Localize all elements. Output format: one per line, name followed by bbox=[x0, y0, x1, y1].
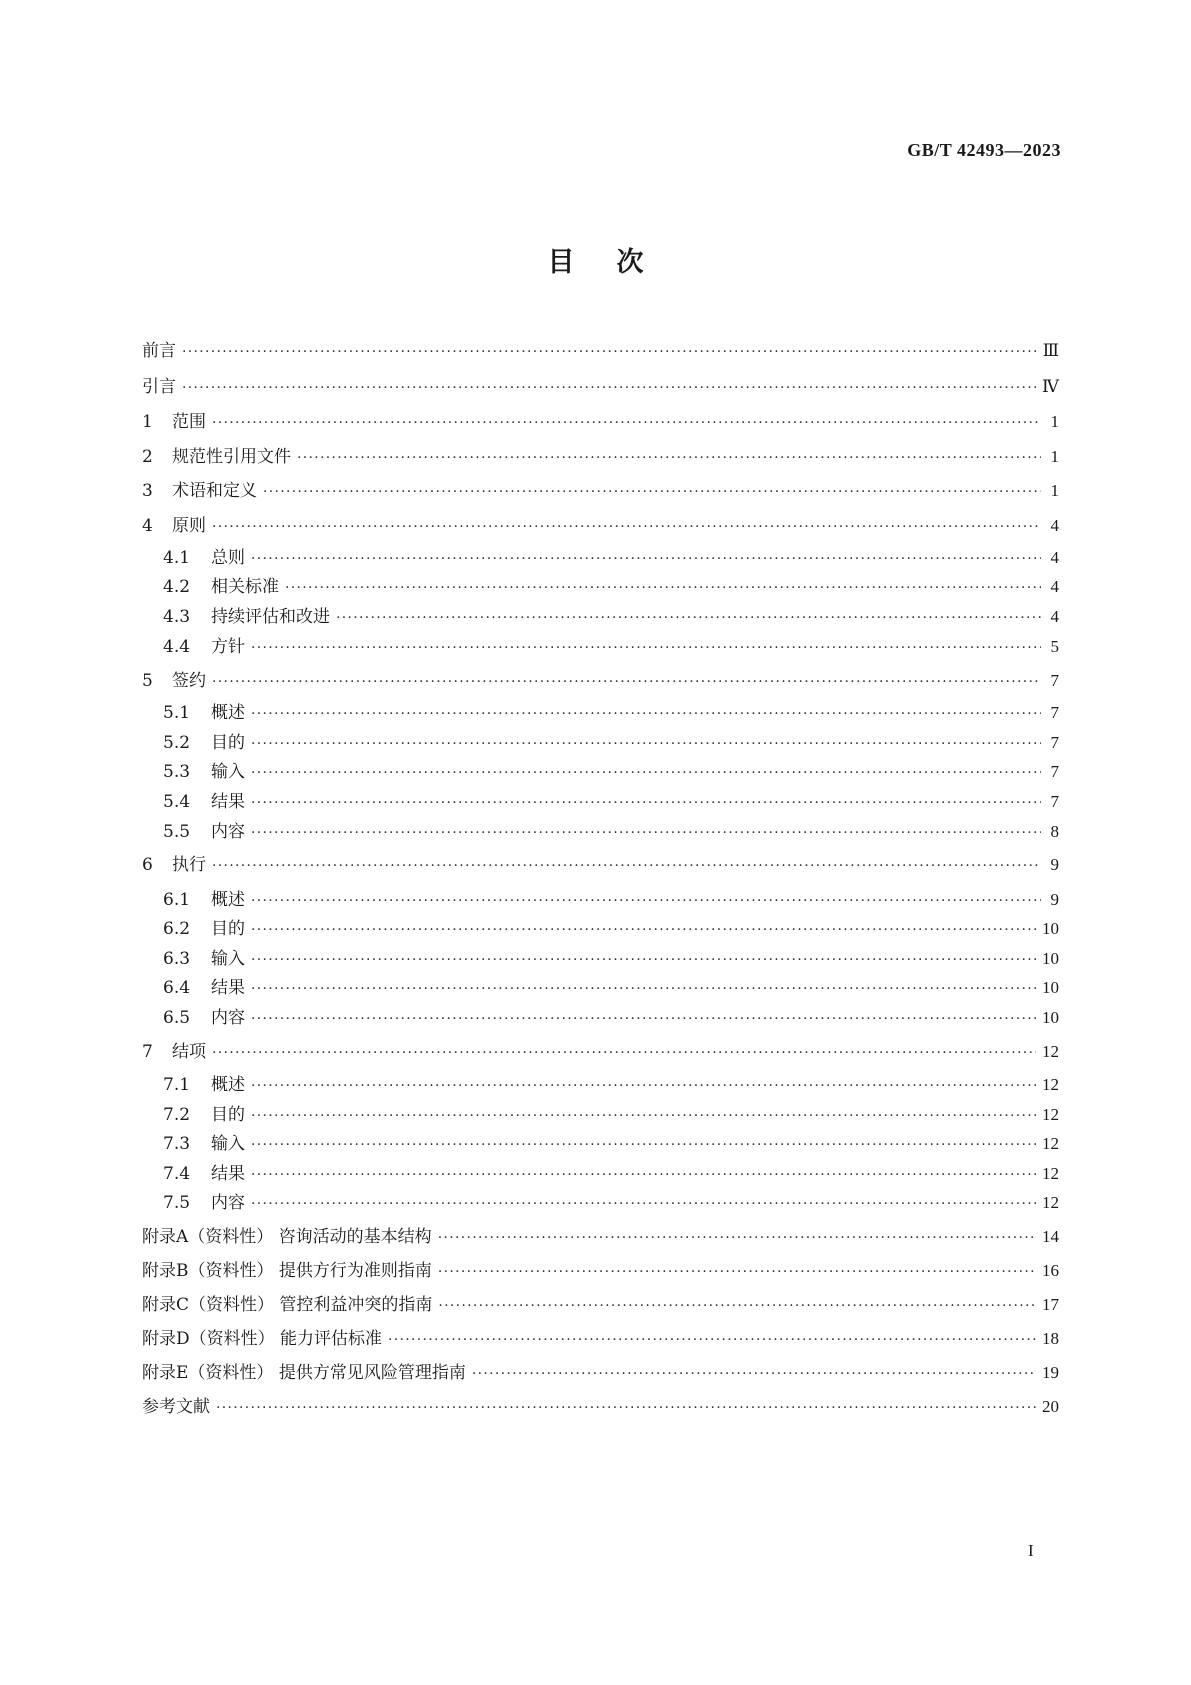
toc-entry-page: 7 bbox=[1050, 733, 1059, 752]
toc-entry[interactable] bbox=[142, 1358, 1059, 1384]
toc-entry-number: 4.3 bbox=[163, 607, 191, 627]
toc-entry-title: 附录B（资料性） 提供方行为准则指南 bbox=[142, 1261, 432, 1281]
toc-entry-page: 12 bbox=[1042, 1042, 1059, 1061]
toc-entry-page: 10 bbox=[1042, 949, 1059, 968]
toc-entry-label bbox=[142, 944, 245, 969]
toc-entry-page: Ⅳ bbox=[1042, 377, 1059, 396]
toc-leader-dots bbox=[297, 450, 1041, 466]
toc-entry[interactable] bbox=[142, 728, 1059, 754]
toc-entry-page: 14 bbox=[1042, 1227, 1059, 1246]
toc-leader-dots bbox=[216, 1400, 1036, 1416]
toc-entry[interactable] bbox=[142, 1100, 1059, 1126]
toc-entry[interactable] bbox=[142, 407, 1059, 433]
toc-entry-title: 持续评估和改进 bbox=[211, 607, 330, 627]
toc-entry-label bbox=[142, 572, 279, 597]
toc-entry[interactable] bbox=[142, 572, 1059, 598]
toc-entry-title: 参考文献 bbox=[142, 1397, 210, 1417]
toc-leader-dots bbox=[251, 952, 1036, 968]
toc-entry-number: 6.5 bbox=[163, 1008, 191, 1028]
toc-leader-dots bbox=[251, 922, 1036, 938]
toc-entry[interactable] bbox=[142, 1003, 1059, 1029]
toc-leader-dots bbox=[438, 1230, 1036, 1246]
toc-entry-page: 10 bbox=[1042, 919, 1059, 938]
toc-entry-title: 目的 bbox=[211, 733, 245, 753]
toc-entry-title: 输入 bbox=[211, 949, 245, 969]
toc-entry-title: 概述 bbox=[211, 890, 245, 910]
toc-leader-dots bbox=[251, 640, 1041, 656]
toc-leader-dots bbox=[251, 1137, 1036, 1153]
toc-entry-label bbox=[142, 850, 206, 875]
toc-entry[interactable] bbox=[142, 1037, 1059, 1063]
toc-entry-number: 7.5 bbox=[163, 1193, 191, 1213]
toc-entry[interactable] bbox=[142, 476, 1059, 502]
toc-entry-title: 术语和定义 bbox=[172, 481, 257, 501]
toc-entry-title: 方针 bbox=[211, 637, 245, 657]
toc-entry-label bbox=[142, 885, 245, 910]
toc-entry-page: 1 bbox=[1050, 481, 1059, 500]
toc-leader-dots bbox=[251, 765, 1041, 781]
toc-leader-dots bbox=[182, 380, 1036, 396]
toc-entry-title: 范围 bbox=[172, 412, 206, 432]
toc-entry-label bbox=[142, 476, 257, 501]
toc-entry[interactable] bbox=[142, 944, 1059, 970]
toc-entry-label bbox=[142, 407, 206, 432]
toc-entry-page: 7 bbox=[1050, 762, 1059, 781]
toc-entry-page: 12 bbox=[1042, 1193, 1059, 1212]
toc-entry-number: 5.1 bbox=[163, 703, 191, 723]
toc-leader-dots bbox=[251, 706, 1041, 722]
toc-entry[interactable] bbox=[142, 757, 1059, 783]
toc-entry-label bbox=[142, 1100, 245, 1125]
toc-entry-title: 输入 bbox=[211, 762, 245, 782]
toc-entry-label bbox=[142, 1070, 245, 1095]
toc-entry-number: 4.2 bbox=[163, 577, 191, 597]
toc-entry-page: 7 bbox=[1050, 703, 1059, 722]
toc-entry-page: 12 bbox=[1042, 1105, 1059, 1124]
toc-entry-title: 附录E（资料性） 提供方常见风险管理指南 bbox=[142, 1363, 466, 1383]
toc-entry-page: 12 bbox=[1042, 1164, 1059, 1183]
toc-entry-label bbox=[142, 442, 291, 467]
toc-entry-page: 7 bbox=[1050, 671, 1059, 690]
toc-leader-dots bbox=[251, 1011, 1036, 1027]
toc-entry-number: 7.1 bbox=[163, 1075, 191, 1095]
toc-leader-dots bbox=[251, 795, 1041, 811]
toc-entry[interactable] bbox=[142, 543, 1059, 569]
standard-number: GB/T 42493—2023 bbox=[907, 140, 1061, 160]
toc-entry-title: 结项 bbox=[172, 1042, 206, 1062]
toc-entry-number: 6.4 bbox=[163, 978, 191, 998]
toc-entry-number: 7.2 bbox=[163, 1105, 191, 1125]
toc-entry-page: 8 bbox=[1050, 822, 1059, 841]
toc-leader-dots bbox=[212, 674, 1041, 690]
toc-entry-page: 7 bbox=[1050, 792, 1059, 811]
toc-entry-number: 7.4 bbox=[163, 1164, 191, 1184]
toc-entry-label bbox=[142, 914, 245, 939]
toc-entry[interactable] bbox=[142, 1256, 1059, 1282]
toc-entry-label bbox=[142, 1392, 210, 1417]
toc-entry-label bbox=[142, 336, 176, 361]
toc-entry-page: 4 bbox=[1050, 607, 1059, 626]
toc-entry[interactable] bbox=[142, 973, 1059, 999]
toc-entry-title: 附录D（资料性） 能力评估标准 bbox=[142, 1329, 383, 1349]
toc-leader-dots bbox=[182, 344, 1037, 360]
toc-entry[interactable] bbox=[142, 885, 1059, 911]
toc-leader-dots bbox=[251, 825, 1041, 841]
toc-entry-number: 5.5 bbox=[163, 822, 191, 842]
toc-entry-page: 20 bbox=[1042, 1397, 1059, 1416]
toc-entry-number: 5.2 bbox=[163, 733, 191, 753]
toc-leader-dots bbox=[336, 610, 1041, 626]
toc-entry-number: 4 bbox=[142, 516, 153, 536]
toc-entry[interactable] bbox=[142, 1222, 1059, 1248]
toc-entry-number: 4.4 bbox=[163, 637, 191, 657]
toc-entry-page: 10 bbox=[1042, 978, 1059, 997]
toc-entry-title: 相关标准 bbox=[211, 577, 279, 597]
toc-entry-title: 内容 bbox=[211, 1008, 245, 1028]
toc-entry-number: 7 bbox=[142, 1042, 153, 1062]
toc-entry[interactable] bbox=[142, 1290, 1059, 1316]
toc-entry-label bbox=[142, 543, 245, 568]
toc-entry[interactable] bbox=[142, 1129, 1059, 1155]
toc-leader-dots bbox=[472, 1366, 1036, 1382]
toc-entry-page: 1 bbox=[1050, 447, 1059, 466]
toc-entry-label bbox=[142, 1324, 382, 1349]
toc-leader-dots bbox=[388, 1332, 1036, 1348]
toc-entry-label bbox=[142, 728, 245, 753]
toc-entry-title: 目的 bbox=[211, 919, 245, 939]
toc-entry-page: 17 bbox=[1042, 1295, 1059, 1314]
toc-entry-label bbox=[142, 1159, 245, 1184]
toc-entry[interactable] bbox=[142, 336, 1059, 362]
toc-entry-label bbox=[142, 1222, 432, 1247]
toc-leader-dots bbox=[251, 1078, 1036, 1094]
toc-entry[interactable] bbox=[142, 632, 1059, 658]
page-title: 目次 bbox=[547, 247, 686, 278]
toc-entry-page: 4 bbox=[1050, 577, 1059, 596]
toc-entry[interactable] bbox=[142, 1392, 1059, 1418]
toc-entry-page: 16 bbox=[1042, 1261, 1059, 1280]
toc-entry-label bbox=[142, 817, 245, 842]
toc-entry-page: 19 bbox=[1042, 1363, 1059, 1382]
toc-entry[interactable] bbox=[142, 602, 1059, 628]
toc-entry-number: 4.1 bbox=[163, 548, 191, 568]
toc-entry-title: 签约 bbox=[172, 671, 206, 691]
toc-leader-dots bbox=[251, 551, 1041, 567]
toc-entry-title: 目的 bbox=[211, 1105, 245, 1125]
toc-entry-label bbox=[142, 511, 206, 536]
toc-entry-page: 9 bbox=[1050, 855, 1059, 874]
toc-entry-label bbox=[142, 1290, 432, 1315]
toc-leader-dots bbox=[212, 519, 1041, 535]
toc-entry-page: 12 bbox=[1042, 1134, 1059, 1153]
toc-entry-label bbox=[142, 632, 245, 657]
toc-entry-page: 4 bbox=[1050, 516, 1059, 535]
toc-entry-title: 前言 bbox=[142, 341, 176, 361]
toc-entry-title: 概述 bbox=[211, 1075, 245, 1095]
toc-entry[interactable] bbox=[142, 698, 1059, 724]
toc-entry-label bbox=[142, 1188, 245, 1213]
toc-entry-label bbox=[142, 602, 330, 627]
toc-entry-title: 附录A（资料性） 咨询活动的基本结构 bbox=[142, 1227, 432, 1247]
toc-entry[interactable] bbox=[142, 442, 1059, 468]
toc-entry-label bbox=[142, 1003, 245, 1028]
toc-entry-title: 结果 bbox=[211, 792, 245, 812]
toc-entry-label bbox=[142, 1358, 466, 1383]
toc-entry-title: 结果 bbox=[211, 978, 245, 998]
toc-leader-dots bbox=[251, 1196, 1036, 1212]
toc-entry-title: 内容 bbox=[211, 1193, 245, 1213]
toc-entry-number: 5.4 bbox=[163, 792, 191, 812]
toc-entry-title: 总则 bbox=[211, 548, 245, 568]
toc-entry-label bbox=[142, 1129, 245, 1154]
toc-entry-label bbox=[142, 1256, 432, 1281]
toc-entry-page: 4 bbox=[1050, 548, 1059, 567]
toc-entry-title: 附录C（资料性） 管控利益冲突的指南 bbox=[142, 1295, 433, 1315]
toc-entry-page: 12 bbox=[1042, 1075, 1059, 1094]
toc-entry-number: 1 bbox=[142, 412, 153, 432]
toc-leader-dots bbox=[212, 415, 1041, 431]
toc-entry[interactable] bbox=[142, 1324, 1059, 1350]
toc-entry-page: Ⅲ bbox=[1042, 341, 1059, 360]
toc-leader-dots bbox=[251, 981, 1036, 997]
toc-leader-dots bbox=[285, 580, 1041, 596]
toc-entry[interactable] bbox=[142, 1159, 1059, 1185]
toc-entry-label bbox=[142, 787, 245, 812]
toc-entry-title: 执行 bbox=[172, 855, 206, 875]
footer-page-number: I bbox=[1028, 1541, 1034, 1560]
toc-entry-page: 18 bbox=[1042, 1329, 1059, 1348]
toc-entry-title: 规范性引用文件 bbox=[172, 447, 291, 467]
toc-entry-number: 3 bbox=[142, 481, 153, 501]
toc-entry-title: 输入 bbox=[211, 1134, 245, 1154]
toc-entry-label bbox=[142, 973, 245, 998]
toc-entry-number: 6.2 bbox=[163, 919, 191, 939]
toc-entry-page: 1 bbox=[1050, 412, 1059, 431]
toc-leader-dots bbox=[212, 1045, 1036, 1061]
toc-entry-title: 内容 bbox=[211, 822, 245, 842]
toc-entry-number: 5 bbox=[142, 671, 153, 691]
toc-entry-number: 7.3 bbox=[163, 1134, 191, 1154]
toc-entry[interactable] bbox=[142, 511, 1059, 537]
toc-leader-dots bbox=[263, 484, 1041, 500]
toc-entry[interactable] bbox=[142, 1188, 1059, 1214]
toc-entry-label bbox=[142, 698, 245, 723]
toc-entry[interactable] bbox=[142, 372, 1059, 398]
toc-leader-dots bbox=[438, 1264, 1036, 1280]
toc-leader-dots bbox=[251, 893, 1041, 909]
toc-entry[interactable] bbox=[142, 914, 1059, 940]
toc-entry[interactable] bbox=[142, 850, 1059, 876]
toc-entry-label bbox=[142, 757, 245, 782]
toc-entry-label bbox=[142, 1037, 206, 1062]
toc-entry-page: 10 bbox=[1042, 1008, 1059, 1027]
toc-entry-title: 原则 bbox=[172, 516, 206, 536]
toc-leader-dots bbox=[212, 858, 1041, 874]
toc-entry-number: 6 bbox=[142, 855, 153, 875]
toc-leader-dots bbox=[251, 1167, 1036, 1183]
toc-leader-dots bbox=[251, 1108, 1036, 1124]
toc-entry-title: 概述 bbox=[211, 703, 245, 723]
toc-entry[interactable] bbox=[142, 666, 1059, 692]
toc-leader-dots bbox=[251, 736, 1041, 752]
toc-entry-number: 2 bbox=[142, 447, 153, 467]
toc-entry-title: 结果 bbox=[211, 1164, 245, 1184]
toc-entry-page: 9 bbox=[1050, 890, 1059, 909]
toc-entry-number: 6.3 bbox=[163, 949, 191, 969]
toc-entry-title: 引言 bbox=[142, 377, 176, 397]
toc-entry-label bbox=[142, 372, 176, 397]
toc-entry[interactable] bbox=[142, 787, 1059, 813]
toc-entry-number: 6.1 bbox=[163, 890, 191, 910]
toc-entry-page: 5 bbox=[1050, 637, 1059, 656]
toc-entry-number: 5.3 bbox=[163, 762, 191, 782]
toc-leader-dots bbox=[438, 1298, 1036, 1314]
toc-entry[interactable] bbox=[142, 1070, 1059, 1096]
toc-entry-label bbox=[142, 666, 206, 691]
toc-entry[interactable] bbox=[142, 817, 1059, 843]
